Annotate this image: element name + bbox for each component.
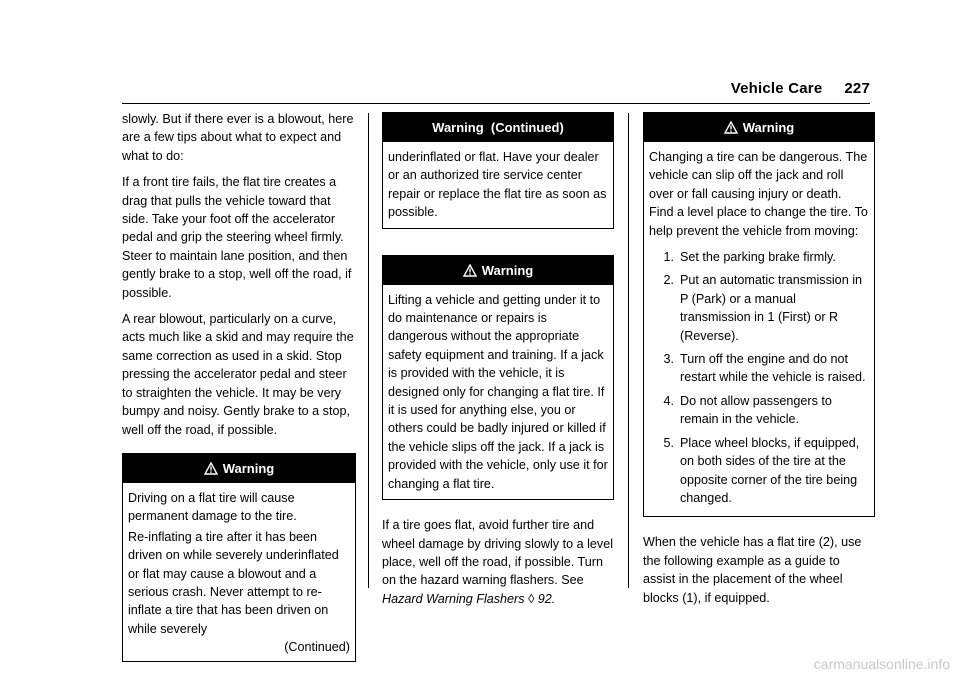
list-item: 1. Set the parking brake firmly. <box>663 250 836 265</box>
warning-title: Warning <box>481 262 534 278</box>
warning-triangle-icon <box>204 456 218 486</box>
warning-header: Warning (Continued) <box>383 113 613 142</box>
column-divider-2 <box>628 113 629 588</box>
warning-triangle-icon <box>463 258 477 288</box>
list-item: 4. Do not allow passengers to remain in the vehicle. <box>663 393 832 427</box>
hazard-flashers-link[interactable]: Hazard Warning Flashers <box>382 591 525 606</box>
column-2 <box>382 112 614 616</box>
warning-text-1: Driving on a flat tire will cause permanent damage to the tire. <box>128 490 297 524</box>
warning-header <box>383 256 613 285</box>
warning-intro: Changing a tire can be dangerous. The vehicle can slip off the jack and roll over or fall causing injury or death. Find a level place to change the tire. To help prevent the vehicle from moving: <box>649 150 868 238</box>
warning-box-continued <box>382 112 614 229</box>
list-item: 5. Place wheel blocks, if equipped, on both sides of the tire at the opposite corner of the tire being changed. <box>663 435 860 505</box>
warning-text: Lifting a vehicle and getting under it to do maintenance or repairs is dangerous without the appropriate safety equipment and training. If a jack is provided with the vehicle, it is designed only for changing a flat tire. If it is used for anything else, you or others could be badly injured or killed if the vehicle slips off the jack. If a jack is provided with the vehicle, only use it for changing a flat tire. <box>388 292 608 491</box>
continued-label: (Continued) <box>284 640 350 655</box>
steps-list <box>649 248 869 507</box>
warning-header <box>123 454 355 483</box>
warning-text-2: Re-inflating a tire after it has been driven on while severely underinflated or flat may cause a blowout and a serious crash. Never attempt to re-inflate a tire that has been driven on while severely <box>128 529 339 636</box>
warning-box-jack <box>382 255 614 500</box>
warning-text: underinflated or flat. Have your dealer or an authorized tire service center repair or replace the flat tire as soon as possible. <box>388 150 607 220</box>
paragraph-front-tire: If a front tire fails, the flat tire creates a drag that pulls the vehicle toward that side. Take your foot off the accelerator pedal and grip the steering wheel firmly. Steer to maintain lane position, and then gently brake to a stop, well off the road, if possible. <box>122 175 352 300</box>
paragraph-rear-blowout: A rear blowout, particularly on a curve, acts much like a skid and may require the same correction as used in a skid. Stop pressing the accelerator pedal and steer to straighten the vehicle. It may be very bumpy and noisy. Gently brake to a stop, well off the road, if possible. <box>122 312 354 437</box>
list-item: 3. Turn off the engine and do not restart while the vehicle is raised. <box>663 352 866 385</box>
watermark: carmanualsonline.info <box>813 656 950 672</box>
warning-header <box>644 113 874 142</box>
paragraph-wheel-blocks: When the vehicle has a flat tire (2), use the following example as a guide to assist in the placement of the wheel blocks (1), if equipped. <box>643 535 862 605</box>
paragraph-flat-tire <box>382 516 614 608</box>
column-3 <box>643 112 875 615</box>
paragraph-text: If a tire goes flat, avoid further tire and wheel damage by driving slowly to a level place, well off the road, if possible. Turn on the hazard warning flashers. See <box>382 518 614 588</box>
column-divider-1 <box>368 113 369 588</box>
header-rule <box>122 103 870 104</box>
page-ref-arrow-icon: ◊ <box>528 591 535 606</box>
list-item: 2. Put an automatic transmission in P (Park) or a manual transmission in 1 (First) or R (Reverse). <box>663 273 862 343</box>
page-ref-number: 92. <box>537 591 556 606</box>
warning-triangle-icon <box>724 115 738 145</box>
warning-box-changing-tire <box>643 112 875 517</box>
page-number: 227 <box>844 80 870 97</box>
warning-box-flat-tire <box>122 453 356 662</box>
warning-title: Warning <box>742 120 795 135</box>
warning-title: Warning <box>222 460 275 476</box>
column-1 <box>122 110 356 678</box>
paragraph-blowout-intro: slowly. But if there ever is a blowout, here are a few tips about what to expect and what to do: <box>122 112 354 163</box>
section-title: Vehicle Care <box>730 80 823 97</box>
page-header <box>731 80 870 97</box>
